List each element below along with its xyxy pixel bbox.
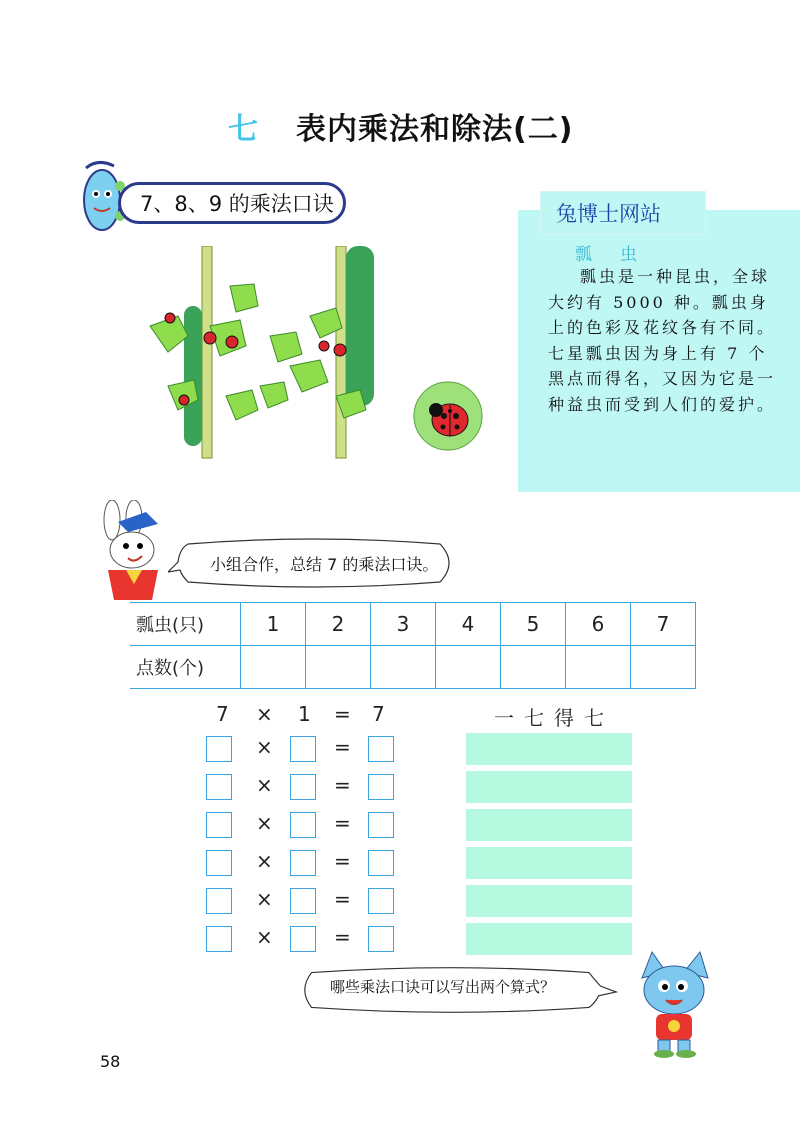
- example-factor-b: 1: [298, 702, 311, 726]
- blank-factor-box[interactable]: [290, 736, 316, 762]
- answer-cell[interactable]: [306, 646, 371, 689]
- rhyme-answer-field[interactable]: [466, 885, 632, 917]
- equals-sign: =: [334, 925, 351, 949]
- prompt-summarize: 小组合作，总结 7 的乘法口诀。: [210, 555, 439, 574]
- times-sign: ×: [256, 925, 273, 949]
- example-factor-a: 7: [216, 702, 229, 726]
- equals-sign: =: [334, 773, 351, 797]
- times-sign: ×: [256, 811, 273, 835]
- table-cell: 5: [501, 603, 566, 646]
- blank-factor-box[interactable]: [290, 774, 316, 800]
- table-row: [130, 603, 696, 646]
- blank-factor-box[interactable]: [206, 736, 232, 762]
- table-row: [130, 646, 696, 689]
- info-panel-heading: 瓢虫: [575, 245, 665, 265]
- example-result: 7: [372, 702, 385, 726]
- chapter-title: 表内乘法和除法(二): [296, 112, 574, 147]
- table-cell: 6: [566, 603, 631, 646]
- equals-sign: =: [334, 811, 351, 835]
- rhyme-answer-field[interactable]: [466, 847, 632, 879]
- answer-cell[interactable]: [436, 646, 501, 689]
- info-panel-title: 兔博士网站: [556, 202, 661, 226]
- cat-mascot-icon: [632, 948, 718, 1058]
- times-sign: ×: [256, 773, 273, 797]
- table-cell: 1: [241, 603, 306, 646]
- table-cell: 7: [631, 603, 696, 646]
- ladybug-dots-table: [130, 602, 696, 689]
- rhyme-answer-field[interactable]: [466, 733, 632, 765]
- example-rhyme: 一七得七: [494, 706, 614, 730]
- blank-factor-box[interactable]: [290, 812, 316, 838]
- blank-factor-box[interactable]: [290, 850, 316, 876]
- row-label-ladybugs: 瓢虫(只): [130, 603, 241, 646]
- blank-factor-box[interactable]: [290, 926, 316, 952]
- answer-cell[interactable]: [241, 646, 306, 689]
- prompt-two-equations: 哪些乘法口诀可以写出两个算式？: [330, 978, 556, 996]
- blank-result-box[interactable]: [368, 774, 394, 800]
- blank-result-box[interactable]: [368, 926, 394, 952]
- rabbit-mascot-icon: [88, 500, 172, 602]
- blank-result-box[interactable]: [368, 888, 394, 914]
- cucumber-vine-illustration: [140, 246, 390, 460]
- ladybug-icon: [412, 380, 484, 452]
- blank-result-box[interactable]: [368, 850, 394, 876]
- times-sign: ×: [256, 735, 273, 759]
- answer-cell[interactable]: [631, 646, 696, 689]
- rhyme-answer-field[interactable]: [466, 923, 632, 955]
- equals-sign: =: [334, 849, 351, 873]
- blank-factor-box[interactable]: [206, 812, 232, 838]
- rhyme-answer-field[interactable]: [466, 771, 632, 803]
- answer-cell[interactable]: [566, 646, 631, 689]
- rhyme-answer-field[interactable]: [466, 809, 632, 841]
- table-cell: 4: [436, 603, 501, 646]
- chapter-number: 七: [228, 112, 258, 147]
- example-times: ×: [256, 702, 273, 726]
- table-cell: 3: [371, 603, 436, 646]
- blank-factor-box[interactable]: [206, 888, 232, 914]
- blank-factor-box[interactable]: [206, 850, 232, 876]
- row-label-dots: 点数(个): [130, 646, 241, 689]
- blank-factor-box[interactable]: [206, 774, 232, 800]
- equals-sign: =: [334, 735, 351, 759]
- lesson-title: 7、8、9 的乘法口诀: [140, 192, 334, 216]
- table-cell: 2: [306, 603, 371, 646]
- page-number: 58: [100, 1052, 121, 1071]
- equals-sign: =: [334, 887, 351, 911]
- times-sign: ×: [256, 849, 273, 873]
- times-sign: ×: [256, 887, 273, 911]
- info-panel-body: 瓢虫是一种昆虫，全球大约有 5000 种。瓢虫身上的色彩及花纹各有不同。七星瓢虫因为身上有 7 个黑点而得名，又因为它是一种益虫而受到人们的爱护。: [548, 267, 777, 414]
- blank-result-box[interactable]: [368, 736, 394, 762]
- blank-factor-box[interactable]: [206, 926, 232, 952]
- blank-result-box[interactable]: [368, 812, 394, 838]
- answer-cell[interactable]: [371, 646, 436, 689]
- answer-cell[interactable]: [501, 646, 566, 689]
- example-equals: =: [334, 702, 351, 726]
- blank-factor-box[interactable]: [290, 888, 316, 914]
